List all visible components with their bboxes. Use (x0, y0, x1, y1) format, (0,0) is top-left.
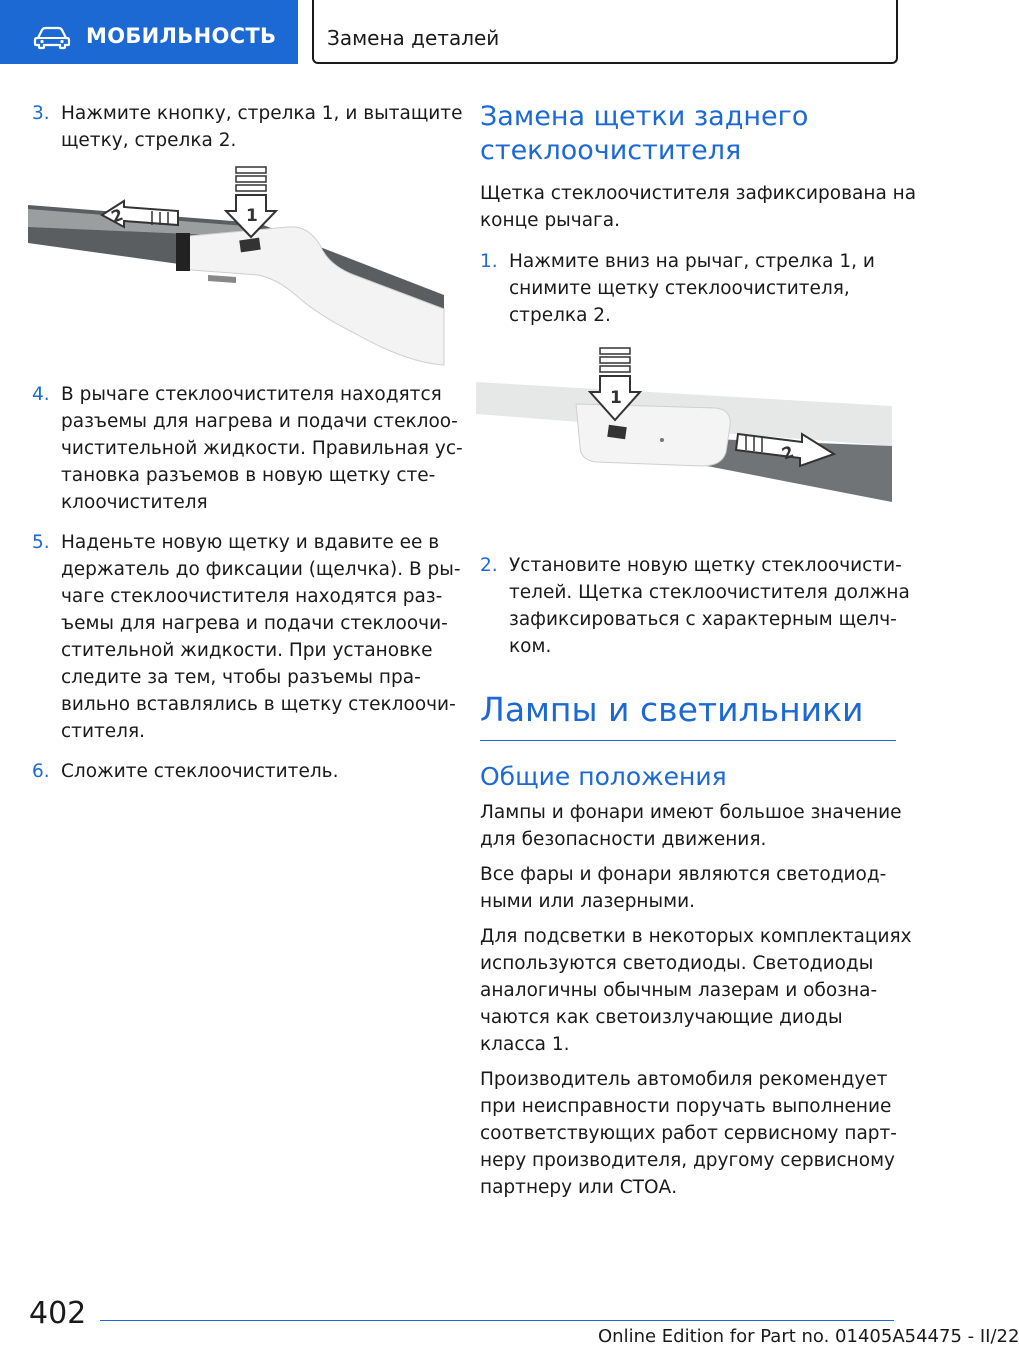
step-text-line: щетку, стрелка 2. (61, 130, 237, 151)
step-text-line: Нажмите кнопку, стрелка 1, и вытащите (61, 103, 463, 124)
paragraph-line: для безопасности движения. (480, 829, 767, 850)
step-4 (32, 381, 463, 516)
section-heading-line: Замена щетки заднего (480, 101, 809, 132)
right-column (480, 100, 917, 1209)
paragraph-line: Щетка стеклоочистителя зафиксирована на (480, 183, 917, 204)
step-number: 2. (480, 555, 498, 576)
intro-paragraph (480, 180, 917, 234)
section-heading-line: стеклоочистителя (480, 135, 742, 166)
arrow-1-label: 1 (246, 206, 258, 226)
step-text-line: держатель до фиксации (щелчка). В ры‐ (61, 559, 461, 580)
arrow-1-label: 1 (610, 388, 622, 408)
left-column (32, 100, 463, 798)
step-number: 4. (32, 384, 50, 405)
step-text-line: Установите новую щетку стеклоочисти‐ (509, 555, 902, 576)
step-6 (32, 758, 444, 785)
paragraph-2 (480, 861, 896, 915)
paragraph-line: аналогичны обычным лазерам и обозна‐ (480, 980, 878, 1001)
step-text-line: чаге стеклоочистителя находятся раз‐ (61, 586, 443, 607)
paragraph-line: Производитель автомобиля рекомендует (480, 1069, 888, 1090)
arrow-2-icon (102, 201, 178, 227)
footer-edition: Online Edition for Part no. 01405A54475 - II/22 (598, 1326, 1019, 1347)
main-heading: Лампы и светильники (480, 690, 896, 741)
step-text-line: разъемы для нагрева и подачи стеклоо‐ (61, 411, 458, 432)
paragraph-1 (480, 799, 902, 853)
section-heading (480, 100, 896, 168)
step-text-line: Нажмите вниз на рычаг, стрелка 1, и (509, 251, 875, 272)
step-text-line: снимите щетку стеклоочистителя, (509, 278, 850, 299)
arrow-2-label: 2 (108, 204, 126, 227)
footer-divider (100, 1320, 894, 1321)
rear-step-2 (480, 552, 910, 660)
paragraph-line: чаются как светоизлучающие диоды (480, 1007, 843, 1028)
paragraph-line: Все фары и фонари являются светодиод‐ (480, 864, 887, 885)
paragraph-line: используются светодиоды. Светодиоды (480, 953, 874, 974)
rear-step-1 (480, 248, 896, 329)
paragraph-line: партнеру или СТОА. (480, 1177, 678, 1198)
step-text-line: тановка разъемов в новую щетку сте‐ (61, 465, 436, 486)
page-number: 402 (29, 1296, 87, 1331)
step-3 (32, 100, 463, 154)
paragraph-line: Для подсветки в некоторых комплектациях (480, 926, 912, 947)
step-text-line: зафиксироваться с характерным щелч‐ (509, 609, 897, 630)
car-icon (34, 26, 70, 48)
step-text-line: следите за тем, чтобы разъемы пра‐ (61, 667, 421, 688)
paragraph-line: ными или лазерными. (480, 891, 695, 912)
chapter-title: Замена деталей (327, 26, 500, 50)
wiper-rear-figure (476, 342, 892, 538)
step-text-line: Сложите стеклоочиститель. (61, 761, 339, 782)
step-text-line: телей. Щетка стеклоочистителя должна (509, 582, 910, 603)
paragraph-line: соответствующих работ сервисному парт‐ (480, 1123, 897, 1144)
step-text-line: чистительной жидкости. Правильная ус‐ (61, 438, 463, 459)
step-number: 3. (32, 103, 50, 124)
step-number: 6. (32, 761, 50, 782)
step-text-line: ъемы для нагрева и подачи стеклоочи‐ (61, 613, 448, 634)
paragraph-line: класса 1. (480, 1034, 570, 1055)
paragraph-line: Лампы и фонари имеют большое значение (480, 802, 902, 823)
paragraph-line: конце рычага. (480, 210, 620, 231)
section-label: МОБИЛЬНОСТЬ (86, 24, 277, 48)
step-text-line: клоочистителя (61, 492, 208, 513)
step-text-line: Наденьте новую щетку и вдавите ее в (61, 532, 440, 553)
paragraph-4 (480, 1066, 896, 1201)
arrow-2-label: 2 (779, 441, 797, 464)
step-text-line: В рычаге стеклоочистителя находятся (61, 384, 442, 405)
step-text-line: ком. (509, 636, 552, 657)
chapter-header (312, 0, 898, 64)
step-number: 5. (32, 532, 50, 553)
step-text-line: стрелка 2. (509, 305, 611, 326)
paragraph-line: при неисправности поручать выполнение (480, 1096, 892, 1117)
section-tab (0, 0, 298, 64)
step-text-line: стительной жидкости. При установке (61, 640, 433, 661)
paragraph-3 (480, 923, 912, 1058)
step-5 (32, 529, 461, 745)
step-text-line: вильно вставлялись в щетку стеклоочи‐ (61, 694, 456, 715)
step-text-line: стителя. (61, 721, 145, 742)
subheading: Общие положения (480, 762, 727, 791)
step-number: 1. (480, 251, 498, 272)
wiper-front-figure (28, 167, 444, 367)
paragraph-line: неру производителя, другому сервисному (480, 1150, 895, 1171)
